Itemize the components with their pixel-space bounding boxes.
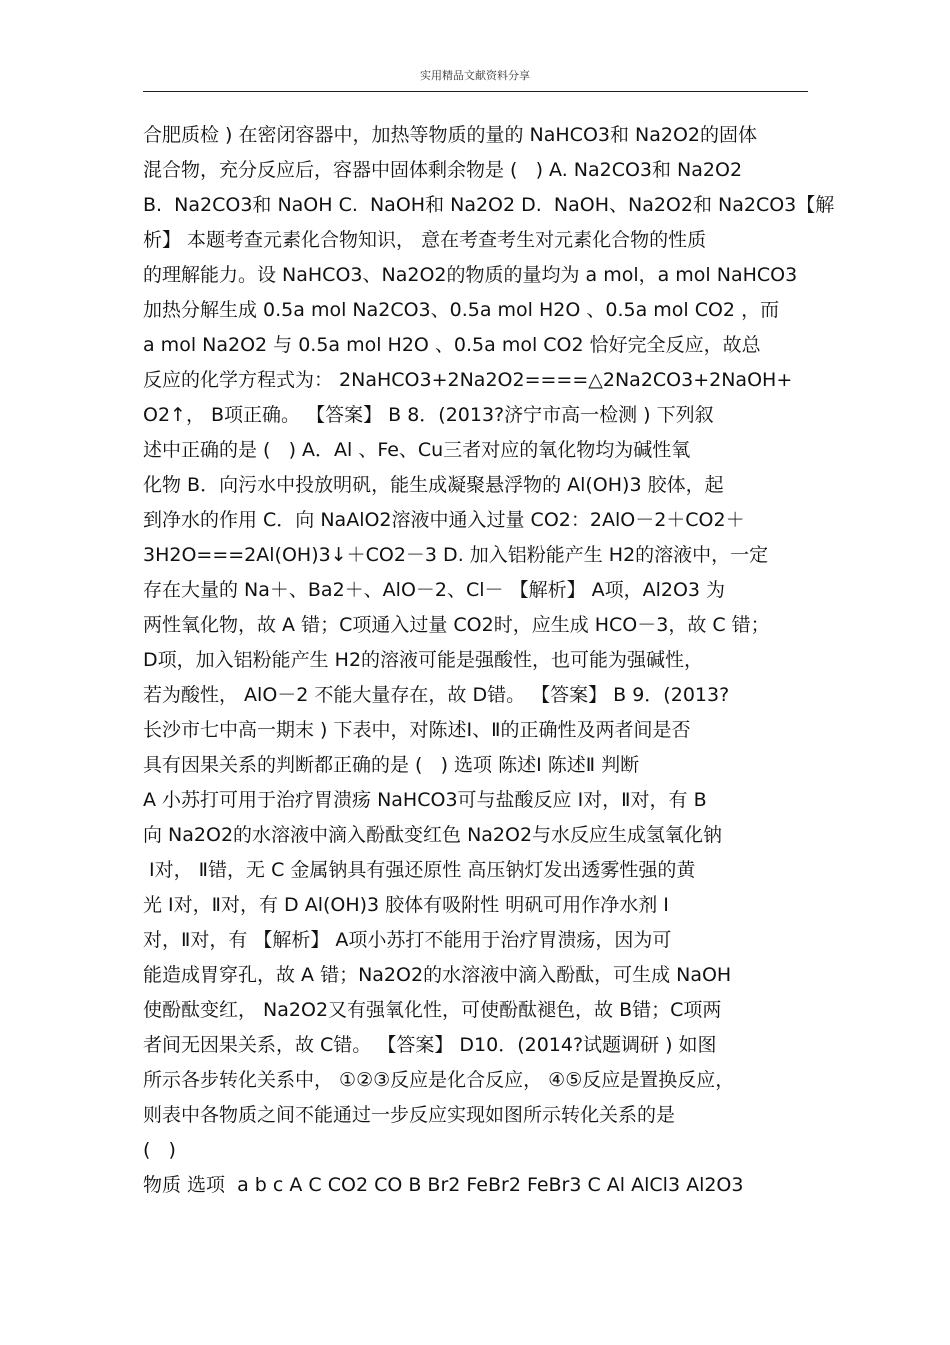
text-line: 所示各步转化关系中， ①②③反应是化合反应， ④⑤反应是置换反应， xyxy=(143,1069,735,1091)
text-line: 物质 选项 a b c A C CO2 CO B Br2 FeBr2 FeBr3 C Al AlCl3 Al2O3 xyxy=(143,1174,744,1196)
text-line: 光 Ⅰ对，Ⅱ对，有 D Al(OH)3 胶体有吸附性 明矾可用作净水剂 Ⅰ xyxy=(143,894,669,916)
text-line: 能造成胃穿孔，故 A 错；Na2O2的水溶液中滴入酚酞，可生成 NaOH xyxy=(143,964,732,986)
text-line: D项，加入铝粉能产生 H2的溶液可能是强酸性，也可能为强碱性， xyxy=(143,649,704,671)
text-line: 两性氧化物，故 A 错；C项通入过量 CO2时，应生成 HCO－3，故 C 错； xyxy=(143,614,770,636)
page-header: 实用精品文献资料分享 xyxy=(420,69,530,82)
text-line: 述中正确的是 ( ) A．Al 、Fe、Cu三者对应的氧化物均为碱性氧 xyxy=(143,439,691,461)
text-line: 存在大量的 Na＋、Ba2＋、AlO－2、Cl－ 【解析】 A项，Al2O3 为 xyxy=(143,579,726,601)
text-line: 析】 本题考查元素化合物知识， 意在考查考生对元素化合物的性质 xyxy=(143,229,707,251)
text-line: A 小苏打可用于治疗胃溃疡 NaHCO3可与盐酸反应 Ⅰ对，Ⅱ对，有 B xyxy=(143,789,707,811)
document-body xyxy=(143,118,843,1203)
header-divider xyxy=(143,91,808,92)
text-line: 具有因果关系的判断都正确的是 ( ) 选项 陈述Ⅰ 陈述Ⅱ 判断 xyxy=(143,754,640,776)
text-line: ( ) xyxy=(143,1139,176,1161)
text-line: 化物 B．向污水中投放明矾，能生成凝聚悬浮物的 Al(OH)3 胶体，起 xyxy=(143,474,724,496)
text-line: 者间无因果关系，故 C错。 【答案】 D10．(2014?试题调研 ) 如图 xyxy=(143,1034,717,1056)
text-line: 向 Na2O2的水溶液中滴入酚酞变红色 Na2O2与水反应生成氢氧化钠 xyxy=(143,824,723,846)
text-line: 若为酸性， AlO－2 不能大量存在，故 D错。 【答案】 B 9．(2013? xyxy=(143,684,730,706)
text-line: 对，Ⅱ对，有 【解析】 A项小苏打不能用于治疗胃溃疡，因为可 xyxy=(143,929,672,951)
text-line: B. Na2CO3和 NaOH C. NaOH和 Na2O2 D. NaOH、Na2O2和 Na2CO3【解 xyxy=(143,194,835,216)
text-line: 长沙市七中高一期末 ) 下表中，对陈述Ⅰ、Ⅱ的正确性及两者间是否 xyxy=(143,719,691,741)
text-line: 使酚酞变红， Na2O2又有强氧化性，可使酚酞褪色，故 B错；C项两 xyxy=(143,999,722,1021)
text-line: 反应的化学方程式为： 2NaHCO3+2Na2O2====△2Na2CO3+2NaOH+ xyxy=(143,369,793,391)
text-line: 混合物，充分反应后，容器中固体剩余物是 ( ) A. Na2CO3和 Na2O2 xyxy=(143,159,743,181)
text-line: Ⅰ对， Ⅱ错，无 C 金属钠具有强还原性 高压钠灯发出透雾性强的黄 xyxy=(143,859,696,881)
text-line: 3H2O===2Al(OH)3↓＋CO2－3 D. 加入铝粉能产生 H2的溶液中，一定 xyxy=(143,544,769,566)
text-line: 加热分解生成 0.5a mol Na2CO3、0.5a mol H2O 、0.5a mol CO2 ，而 xyxy=(143,299,780,321)
text-line: O2↑， B项正确。 【答案】 B 8．(2013?济宁市高一检测 ) 下列叙 xyxy=(143,404,714,426)
text-line: a mol Na2O2 与 0.5a mol H2O 、0.5a mol CO2 恰好完全反应，故总 xyxy=(143,334,761,356)
text-line: 到净水的作用 C．向 NaAlO2溶液中通入过量 CO2：2AlO－2＋CO2＋ xyxy=(143,509,745,531)
text-line: 则表中各物质之间不能通过一步反应实现如图所示转化关系的是 xyxy=(143,1104,676,1126)
text-line: 的理解能力。设 NaHCO3、Na2O2的物质的量均为 a mol，a mol NaHCO3 xyxy=(143,264,798,286)
text-line: 合肥质检 ) 在密闭容器中，加热等物质的量的 NaHCO3和 Na2O2的固体 xyxy=(143,124,758,146)
